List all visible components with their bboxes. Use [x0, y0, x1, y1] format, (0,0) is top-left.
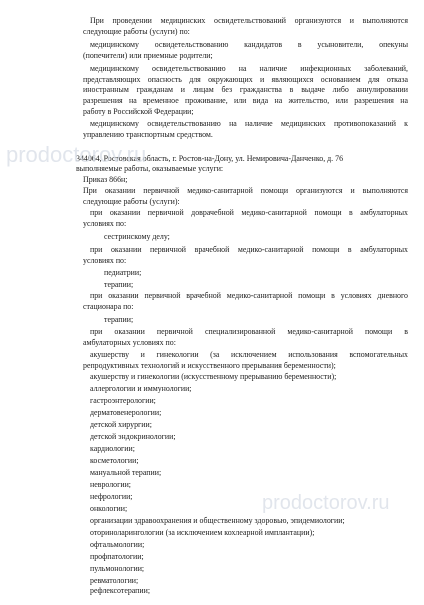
text-line: оториноларингологии (за исключением кохлеарной имплантации);	[90, 528, 315, 537]
text-line: нефрологии;	[90, 492, 133, 501]
text-line: управлению транспортным средством.	[83, 130, 213, 139]
text-line: терапии;	[104, 280, 134, 289]
text-line: кардиологии;	[90, 444, 135, 453]
text-line: рефлексотерапии;	[90, 586, 151, 595]
address-line: 344064, Ростовская область, г. Ростов-на-Дону, ул. Немировича-Данченко, д. 76	[76, 154, 344, 163]
text-line: медицинскому освидетельствованию на наличие инфекционных заболеваний,	[90, 64, 408, 73]
text-line: следующие работы (услуги) по:	[83, 27, 190, 36]
text-line: дерматовенерологии;	[90, 408, 162, 417]
text-line: При оказании первичной медико-санитарной помощи организуются и выполняются	[83, 186, 408, 195]
text-line: пульмонологии;	[90, 564, 145, 573]
text-line: профпатологии;	[90, 552, 144, 561]
text-line: работу в Российской Федерации;	[83, 107, 194, 116]
text-line: условиях по:	[83, 219, 127, 228]
text-line: медицинскому освидетельствованию кандидатов в усыновители, опекуны	[90, 40, 408, 49]
text-line: (попечители) или приемные родители;	[83, 51, 213, 60]
text-line: разрешения на временное проживание, или вида на жительство, или разрешения на	[83, 96, 408, 105]
text-line: при оказании первичной врачебной медико-санитарной помощи в амбулаторных	[90, 245, 408, 254]
text-line: мануальной терапии;	[90, 468, 162, 477]
text-line: при оказании первичной специализированной медико-санитарной помощи в	[90, 327, 408, 336]
text-line: представляющих опасность для окружающих и являющихся основанием для отказа	[83, 75, 408, 84]
text-line: стационара по:	[83, 302, 134, 311]
text-line: ревматологии;	[90, 576, 139, 585]
text-line: организации здравоохранения и общественному здоровью, эпидемиологии;	[90, 516, 345, 525]
text-line: медицинскому освидетельствованию на наличие медицинских противопоказаний к	[90, 119, 408, 128]
text-line: При проведении медицинских освидетельствований организуются и выполняются	[90, 16, 408, 25]
text-line: детской эндокринологии;	[90, 432, 176, 441]
text-line: акушерству и гинекологии (за исключением использования вспомогательных	[90, 350, 408, 359]
text-line: условиях по:	[83, 256, 127, 265]
text-line: акушерству и гинекологии (искусственному прерыванию беременности);	[90, 372, 337, 381]
text-line: неврологии;	[90, 480, 131, 489]
text-line: терапии;	[104, 315, 134, 324]
text-line: педиатрии;	[104, 268, 142, 277]
text-line: онкологии;	[90, 504, 128, 513]
text-line: амбулаторных условиях по:	[83, 338, 176, 347]
text-line: сестринскому делу;	[104, 232, 170, 241]
text-line: иностранным гражданам и лицам без гражданства в выдаче либо аннулировании	[83, 85, 408, 94]
text-line: при оказании первичной доврачебной медико-санитарной помощи в амбулаторных	[90, 208, 408, 217]
text-line: репродуктивных технологий и искусственного прерывания беременности);	[83, 361, 336, 370]
watermark-top: prodoctorov.ru	[6, 142, 147, 167]
text-line: офтальмологии;	[90, 540, 145, 549]
text-line: косметологии;	[90, 456, 139, 465]
text-line: выполняемые работы, оказываемые услуги:	[76, 164, 224, 173]
text-line: следующие работы (услуги):	[83, 197, 180, 206]
text-line: при оказании первичной врачебной медико-санитарной помощи в условиях дневного	[90, 291, 408, 300]
watermark-bottom: prodoctorov.ru	[262, 492, 390, 514]
text-line: аллергологии и иммунологии;	[90, 384, 192, 393]
text-line: Приказ 866н;	[83, 175, 128, 184]
text-line: детской хирургии;	[90, 420, 152, 429]
text-line: гастроэнтерологии;	[90, 396, 156, 405]
